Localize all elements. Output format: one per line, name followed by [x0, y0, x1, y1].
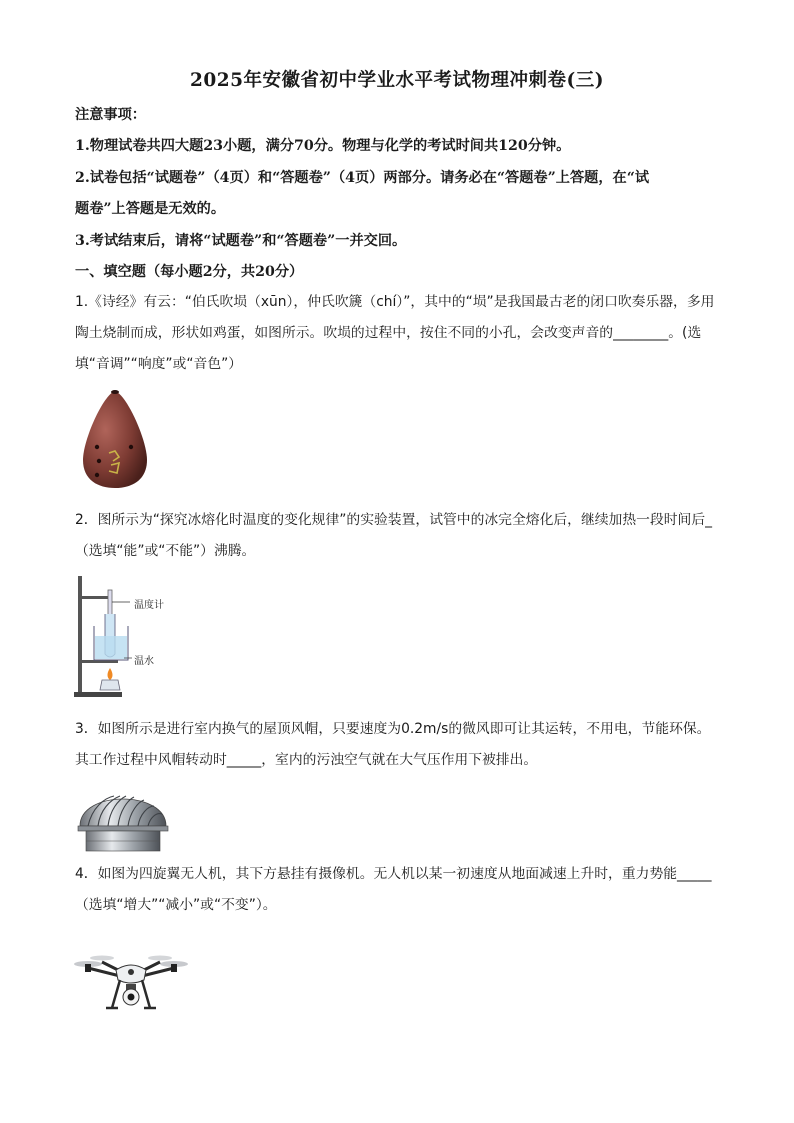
notice-item-2-cont: 题卷”上答题是无效的。: [75, 201, 226, 217]
question-1-line-2: 陶土烧制而成，形状如鸡蛋，如图所示。吹埙的过程中，按住不同的小孔，会改变声音的________。(选: [75, 325, 702, 341]
quadcopter-drone-icon: [72, 950, 190, 1016]
question-3-line-1: 3．如图所示是进行室内换气的屋顶风帽，只要速度为0.2m/s的微风即可让其运转，不用电，节能环保。: [75, 721, 711, 737]
section-heading: 一、填空题（每小题2分，共20分）: [75, 264, 304, 280]
question-1-line-1: 1.《诗经》有云：“伯氏吹埙（xūn），仲氏吹篪（chí）”，其中的“埙”是我国最古老的闭口吹奏乐器，多用: [75, 294, 715, 310]
xun-ocarina-icon: [75, 385, 155, 490]
water-label: 温水: [134, 656, 154, 667]
question-2-line-1: 2．图所示为“探究冰熔化时温度的变化规律”的实验装置，试管中的冰完全熔化后，继续加热一段时间后_: [75, 512, 713, 528]
question-4-line-2: （选填“增大”“减小”或“不变”）。: [75, 897, 277, 913]
notice-heading: 注意事项：: [75, 107, 146, 123]
notice-item-2: 2.试卷包括“试题卷”（4页）和“答题卷”（4页）两部分。请务必在“答题卷”上答题，在“试: [75, 170, 650, 186]
roof-ventilator-icon: [74, 780, 172, 856]
question-1-line-3: 填“音调”“响度”或“音色”）: [75, 356, 243, 372]
question-2-line-2: （选填“能”或“不能”）沸腾。: [75, 543, 256, 559]
question-4-line-1: 4．如图为四旋翼无人机，其下方悬挂有摄像机。无人机以某一初速度从地面减速上升时，重力势能_____: [75, 866, 712, 882]
lab-apparatus-icon: [72, 572, 187, 702]
question-3-line-2: 其工作过程中风帽转动时_____，室内的污浊空气就在大气压作用下被排出。: [75, 752, 538, 768]
notice-item-1: 1.物理试卷共四大题23小题，满分70分。物理与化学的考试时间共120分钟。: [75, 138, 571, 154]
thermometer-label: 温度计: [134, 600, 164, 611]
page-title: 2025年安徽省初中学业水平考试物理冲刺卷(三): [190, 70, 604, 91]
notice-item-3: 3.考试结束后，请将“试题卷”和“答题卷”一并交回。: [75, 233, 407, 249]
